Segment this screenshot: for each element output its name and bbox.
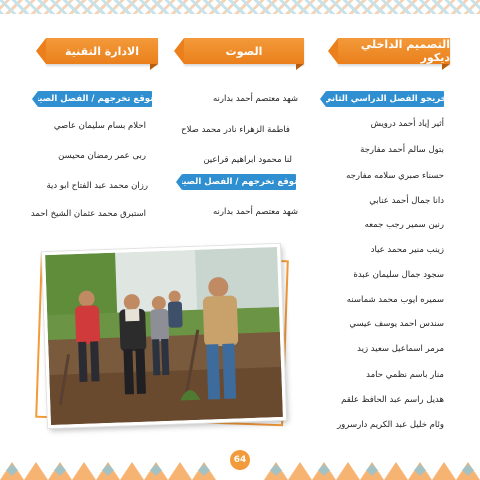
sound-subtitle-text: المتوقع تخرجهم / الفصل الصيفي <box>168 177 310 187</box>
section-title-sound: الصوت <box>225 44 263 58</box>
list-item: ربى عمر رمضان محيسن <box>58 151 146 161</box>
list-item: استبرق محمد عثمان الشيخ احمد <box>30 209 146 219</box>
page-number: 64 <box>233 455 247 465</box>
tech-subtitle-text: المتوقع تخرجهم / الفصل الصيفي <box>24 94 166 104</box>
sound-subtitle-label <box>168 174 310 190</box>
list-item: فاطمة الزهراء نادر محمد صلاح <box>181 125 290 135</box>
list-item: هديل راسم عبد الحافظ علقم <box>341 395 444 405</box>
section-title-tech: الادارة التقنية <box>65 44 139 58</box>
list-item: شهد معتصم أحمد بدارنه <box>212 207 298 217</box>
list-item: شهد معتصم أحمد بدارنه <box>212 94 298 104</box>
list-item: رزان محمد عبد الفتاح ابو دية <box>46 181 148 191</box>
list-item: سجود جمال سليمان عبدة <box>353 270 444 280</box>
section-header-sound <box>184 38 304 64</box>
list-item: زينب منير محمد عياد <box>370 245 444 255</box>
list-item: احلام بسام سليمان عاصي <box>53 121 146 131</box>
list-item: لنا محمود ابراهيم قراعين <box>203 155 292 165</box>
photo-illustration <box>45 247 283 425</box>
list-item: حسناء صبري سلامه مفارجه <box>346 171 444 181</box>
list-item: سندس احمد يوسف عيسي <box>349 319 444 329</box>
section-title-interior: التصميم الداخلي ديكور <box>360 38 450 64</box>
page-number-badge <box>230 450 250 470</box>
list-item: أثير إياد أحمد درويش <box>370 119 444 129</box>
list-item: بتول سالم أحمد مفارجة <box>360 145 444 155</box>
section-header-interior-design <box>338 38 450 64</box>
tech-subtitle-label <box>24 91 166 107</box>
interior-subtitle-text: خريجو الفصل الدراسي الثاني <box>323 94 447 104</box>
list-item: رنين سمير رجب جمعه <box>364 220 444 230</box>
list-item: منار باسم نظمي حامد <box>366 370 444 380</box>
list-item: دانا جمال أحمد عنابي <box>369 196 444 206</box>
list-item: وئام خليل عبد الكريم دارسرور <box>337 420 444 430</box>
list-item: مرمر اسماعيل سعيد زيد <box>357 344 444 354</box>
interior-subtitle-label <box>323 91 447 107</box>
top-decorative-border <box>0 0 480 14</box>
section-header-tech-management <box>46 38 158 64</box>
students-field-photo <box>42 244 286 428</box>
list-item: سميره ايوب محمد شماسنه <box>346 295 444 305</box>
